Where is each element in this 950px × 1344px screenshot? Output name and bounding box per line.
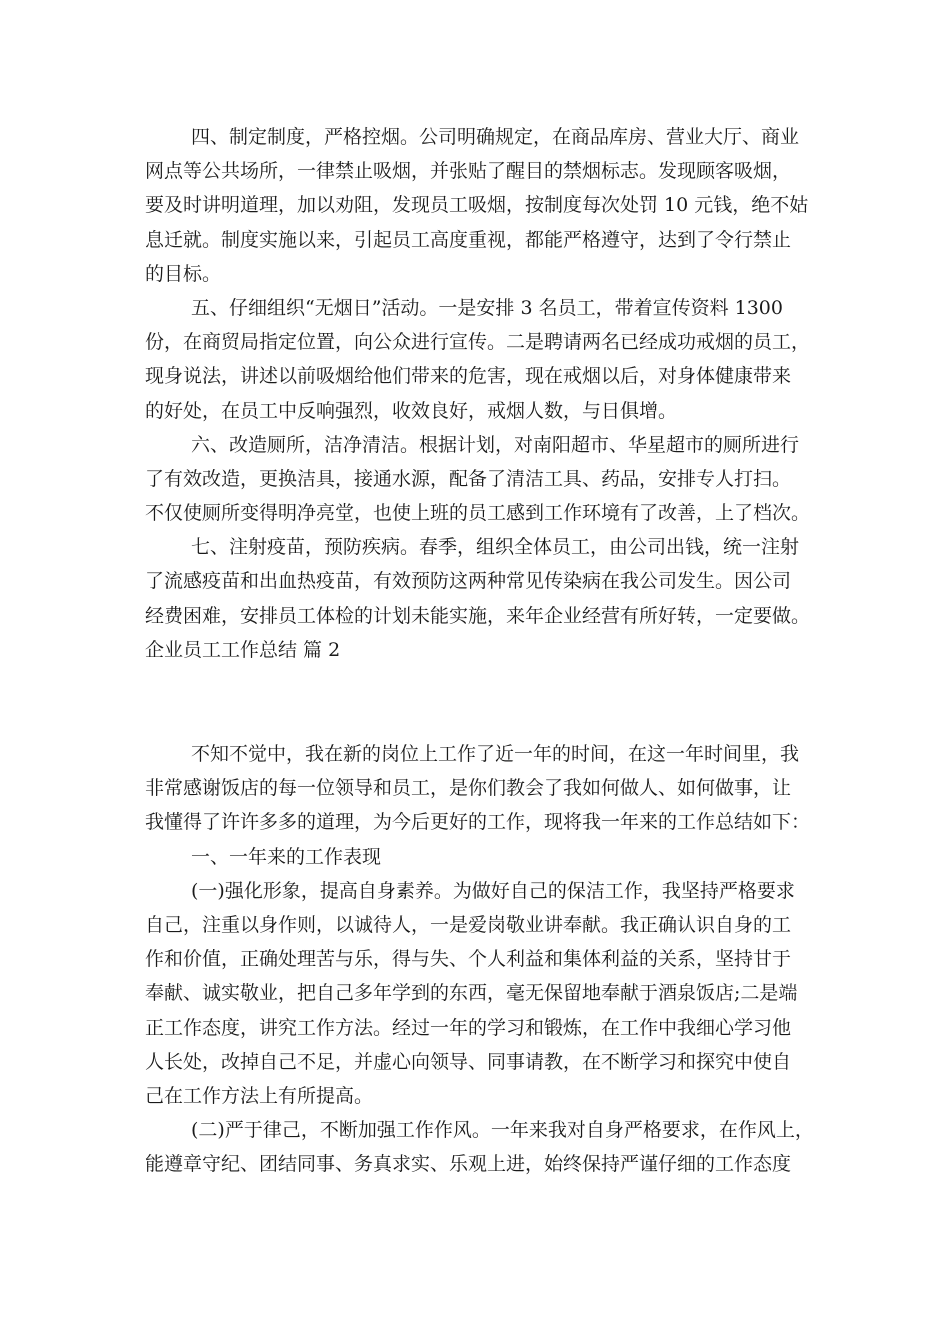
section-part2 <box>145 737 815 1181</box>
text-line: 自己，注重以身作则，以诚待人，一是爱岗敬业讲奉献。我正确认识自身的工 <box>145 913 792 936</box>
text-line: 息迁就。制度实施以来，引起员工高度重视，都能严格遵守，达到了令行禁止 <box>145 228 792 251</box>
text-line: 网点等公共场所，一律禁止吸烟，并张贴了醒目的禁烟标志。发现顾客吸烟， <box>145 160 792 183</box>
text-line: 己在工作方法上有所提高。 <box>145 1084 374 1107</box>
text-line: 的目标。 <box>145 262 222 285</box>
text-line: 我懂得了许许多多的道理，为今后更好的工作，现将我一年来的工作总结如下： <box>145 811 811 834</box>
text-line: 了流感疫苗和出血热疫苗，有效预防这两种常见传染病在我公司发生。因公司 <box>145 570 792 593</box>
text-line: 一、一年来的工作表现 <box>191 845 382 868</box>
text-line: (一)强化形象，提高自身素养。为做好自己的保洁工作，我坚持严格要求 <box>191 879 795 902</box>
text-line: 非常感谢饭店的每一位领导和员工，是你们教会了我如何做人、如何做事，让 <box>145 777 792 800</box>
text-line: 现身说法，讲述以前吸烟给他们带来的危害，现在戒烟以后，对身体健康带来 <box>145 365 792 388</box>
paragraph-intro <box>145 737 815 840</box>
text-line: 奉献、诚实敬业，把自己多年学到的东西，毫无保留地奉献于酒泉饭店;二是端 <box>145 982 798 1005</box>
text-line: 经费困难，安排员工体检的计划未能实施，来年企业经营有所好转，一定要做。 <box>145 604 811 627</box>
text-line: 人长处，改掉自己不足，并虚心向领导、同事请教，在不断学习和探究中使自 <box>145 1050 792 1073</box>
paragraph-4 <box>145 120 815 291</box>
paragraph-1 <box>145 874 815 1113</box>
text-line: 四、制定制度，严格控烟。公司明确规定，在商品库房、营业大厅、商业 <box>191 126 800 148</box>
text-line: 五、仔细组织“无烟日”活动。一是安排 3 名员工，带着宣传资料 1300 <box>191 296 783 319</box>
text-line: (二)严于律己，不断加强工作作风。一年来我对自身严格要求，在作风上， <box>191 1119 814 1142</box>
document-title: 企业员工工作总结 篇 2 <box>145 638 341 661</box>
section-part1 <box>145 120 815 667</box>
text-line: 七、注射疫苗，预防疾病。春季，组织全体员工，由公司出钱，统一注射 <box>191 536 800 559</box>
section-heading <box>145 840 815 874</box>
text-line: 了有效改造，更换洁具，接通水源，配备了清洁工具、药品，安排专人打扫。 <box>145 467 792 490</box>
text-line: 的好处，在员工中反响强烈，收效良好，戒烟人数，与日俱增。 <box>145 399 678 422</box>
text-line: 份，在商贸局指定位置，向公众进行宣传。二是聘请两名已经成功戒烟的员工， <box>145 331 811 354</box>
paragraph-2 <box>145 1113 815 1181</box>
paragraph-5 <box>145 291 815 428</box>
text-line: 能遵章守纪、团结同事、务真求实、乐观上进，始终保持严谨仔细的工作态度 <box>145 1153 792 1176</box>
paragraph-7 <box>145 530 815 633</box>
text-line: 要及时讲明道理，加以劝阻，发现员工吸烟，按制度每次处罚 10 元钱，绝不姑 <box>145 194 809 217</box>
text-line: 不仅使厕所变得明净亮堂，也使上班的员工感到工作环境有了改善，上了档次。 <box>145 502 811 525</box>
text-line: 正工作态度，讲究工作方法。经过一年的学习和锻炼，在工作中我细心学习他 <box>145 1016 792 1039</box>
text-line: 不知不觉中，我在新的岗位上工作了近一年的时间，在这一年时间里，我 <box>191 743 800 765</box>
text-line: 六、改造厕所，洁净清洁。根据计划，对南阳超市、华星超市的厕所进行 <box>191 433 800 456</box>
text-line: 作和价值，正确处理苦与乐，得与失、个人利益和集体利益的关系，坚持甘于 <box>145 948 792 971</box>
paragraph-6 <box>145 428 815 531</box>
